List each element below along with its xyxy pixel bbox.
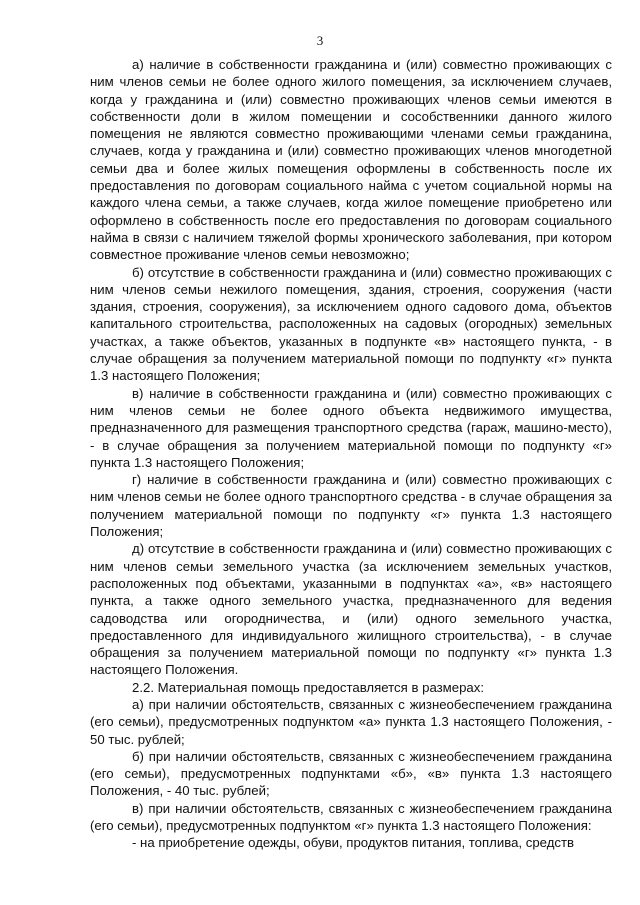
paragraph-v-garage: в) наличие в собственности гражданина и (или) совместно проживающих с ним членов семьи не более одного объекта недвижимого имущества, предназначенного для размещения транспортного средства (гараж, машино-место), - в случае обращения за получением материальной помощи по подпункту «г» пункта 1.3 настоящего Положения; [90,385,612,470]
paragraph-amount-b: б) при наличии обстоятельств, связанных с жизнеобеспечением гражданина (его семьи), предусмотренных подпунктами «б», «в» пункта 1.3 настоящего Положения, - 40 тыс. рублей; [90,748,612,799]
paragraph-amount-a: а) при наличии обстоятельств, связанных с жизнеобеспечением гражданина (его семьи), предусмотренных подпунктом «а» пункта 1.3 настоящего Положения, - 50 тыс. рублей; [90,696,612,747]
paragraph-d-land: д) отсутствие в собственности гражданина и (или) совместно проживающих с ним членов семьи земельного участка (за исключением земельных участков, расположенных под объектами, указанными в подпунктах «а», «в» настоящего пункта, а также одного земельного участка, предназначенного для ведения садоводства или огородничества, и (или) одного земельного участка, предоставленного для индивидуального жилищного строительства), - в случае обращения за получением материальной помощи по подпункту «г» пункта 1.3 настоящего Положения. [90,541,612,678]
paragraph-b-nonresidential: б) отсутствие в собственности гражданина и (или) совместно проживающих с ним членов семьи нежилого помещения, здания, строения, сооружения (части здания, строения, сооружения), за исключением одного садового дома, объектов капитального строительства, расположенных на садовых (огородных) земельных участках, а также объектов, указанных в подпункте «в» настоящего пункта, - в случае обращения за получением материальной помощи по подпункту «г» пункта 1.3 настоящего Положения; [90,264,612,384]
section-2-2-heading: 2.2. Материальная помощь предоставляется в размерах: [132,679,485,695]
paragraph-a-housing: а) наличие в собственности гражданина и (или) совместно проживающих с ним членов семьи не более одного жилого помещения, за исключением случаев, когда у гражданина и (или) совместно проживающих членов семьи имеются в собственности доли в жилом помещении и сособственники данного жилого помещения не являются совместно проживающими членами семьи гражданина, случаев, когда у гражданина и (или) совместно проживающих членов многодетной семьи два и более жилых помещения оформлены в собственность после их предоставления по договорам социального найма с учетом социальной нормы на каждого члена семьи, а также случаев, когда жилое помещение приобретено или оформлено в собственность после его предоставления по договорам социального найма в связи с наличием тяжелой формы хронического заболевания, при котором совместное проживание членов семьи невозможно; [90,57,612,263]
paragraph-amount-v: в) при наличии обстоятельств, связанных с жизнеобеспечением гражданина (его семьи), предусмотренных подпунктом «г» пункта 1.3 настоящего Положения: [90,800,612,834]
document-body [90,56,612,852]
paragraph-g-vehicle: г) наличие в собственности гражданина и (или) совместно проживающих с ним членов семьи не более одного транспортного средства - в случае обращения за получением материальной помощи по подпункту «г» пункта 1.3 настоящего Положения; [90,472,612,540]
page-number: 3 [316,33,324,48]
paragraph-purchase-item: - на приобретение одежды, обуви, продуктов питания, топлива, средств [132,835,575,851]
